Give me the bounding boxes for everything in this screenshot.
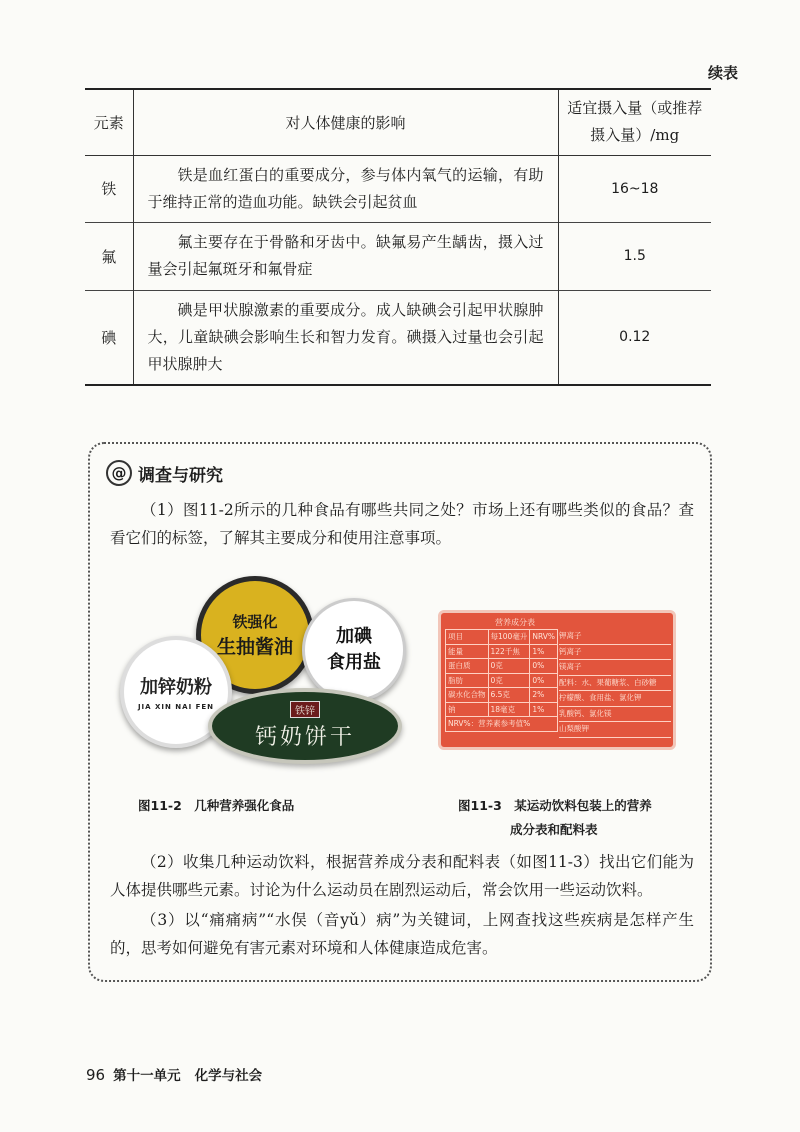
page-footer [86, 1064, 262, 1084]
salt-line-2: 食用盐 [327, 652, 381, 673]
soy-line-1: 铁强化 [232, 613, 278, 631]
continued-label: 续表 [707, 64, 738, 82]
element-cell: 碘 [85, 290, 133, 385]
question-1: （1）图11-2所示的几种食品有哪些共同之处？市场上还有哪些类似的食品？查看它们的标签，了解其主要成分和使用注意事项。 [110, 501, 694, 547]
page-number: 96 [86, 1066, 106, 1084]
label-row: 碳水化合物 6.5克 2% [446, 688, 558, 703]
header-effect: 对人体健康的影响 [133, 89, 558, 155]
biscuit-name: 钙奶饼干 [254, 725, 355, 750]
intake-cell: 16~18 [611, 180, 659, 197]
research-heading [106, 460, 223, 486]
question-3: （3）以“痛痛病”“水俣（音yǔ）病”为关键词，上网查找这些疾病是怎样产生的，思考如何避免有害元素对环境和人体健康造成危害。 [110, 911, 694, 957]
research-box [88, 442, 712, 982]
effect-cell: 碘是甲状腺激素的重要成分。成人缺碘会引起甲状腺肿大，儿童缺碘会影响生长和智力发育。碘摄入过量也会引起甲状腺肿大 [133, 290, 558, 385]
iodized-salt-label [302, 598, 406, 702]
element-cell: 氟 [85, 222, 133, 290]
header-intake: 适宜摄入量（或推荐摄入量）/mg [567, 99, 703, 145]
figure-11-3-caption-line-1: 图11-3 某运动饮料包装上的营养 [458, 798, 652, 813]
table-row [85, 155, 711, 222]
at-sign-icon: @ [106, 460, 132, 486]
table-header-row [85, 89, 711, 155]
label-title: 营养成分表 [495, 618, 535, 627]
fortified-foods-figure [116, 576, 412, 776]
effect-cell: 氟主要存在于骨骼和牙齿中。缺氟易产生龋齿，摄入过量会引起氟斑牙和氟骨症 [133, 222, 558, 290]
drink-nutrition-label [438, 610, 676, 750]
intake-cell: 0.12 [619, 329, 651, 345]
milk-pinyin: JIA XIN NAI FEN [137, 703, 215, 711]
label-table [445, 629, 558, 732]
label-row: 脂肪 0克 0% [446, 673, 558, 688]
table-row [85, 290, 711, 385]
soy-line-2: 生抽酱油 [216, 636, 293, 658]
figure-11-3-caption-line-2: 成分表和配料表 [510, 822, 598, 837]
nutrient-table [85, 88, 711, 386]
question-2: （2）收集几种运动饮料，根据营养成分表和配料表（如图11-3）找出它们能为人体提供哪些元素。讨论为什么运动员在剧烈运动后，常会饮用一些运动饮料。 [110, 853, 694, 899]
label-row: 蛋白质 0克 0% [446, 659, 558, 674]
element-cell: 铁 [85, 155, 133, 222]
biscuit-label [208, 688, 402, 764]
header-element: 元素 [85, 89, 133, 155]
milk-line-1: 加锌奶粉 [140, 677, 212, 698]
biscuit-tag: 铁锌 [290, 701, 320, 718]
label-row: 能量 122千焦 1% [446, 644, 558, 659]
table-row [85, 222, 711, 290]
unit-name: 第十一单元 [113, 1068, 181, 1084]
section-name: 化学与社会 [194, 1068, 263, 1084]
effect-cell: 铁是血红蛋白的重要成分，参与体内氧气的运输，有助于维持正常的造血功能。缺铁会引起贫血 [133, 155, 558, 222]
research-title: 调查与研究 [138, 465, 223, 486]
intake-cell: 1.5 [623, 248, 646, 264]
label-ingredients: 钾离子 钙离子 镁离子 配料：水、果葡糖浆、白砂糖 柠檬酸、食用盐、氯化钾 乳酸钙、氯化镁 山梨酸钾 [559, 629, 671, 738]
label-note-row: NRV%：营养素参考值% [446, 717, 558, 732]
figure-11-2-caption: 图11-2 几种营养强化食品 [138, 798, 295, 813]
label-row: 项目 每100毫升 NRV% [446, 630, 558, 645]
label-row: 钠 18毫克 1% [446, 702, 558, 717]
salt-line-1: 加碘 [336, 626, 372, 647]
